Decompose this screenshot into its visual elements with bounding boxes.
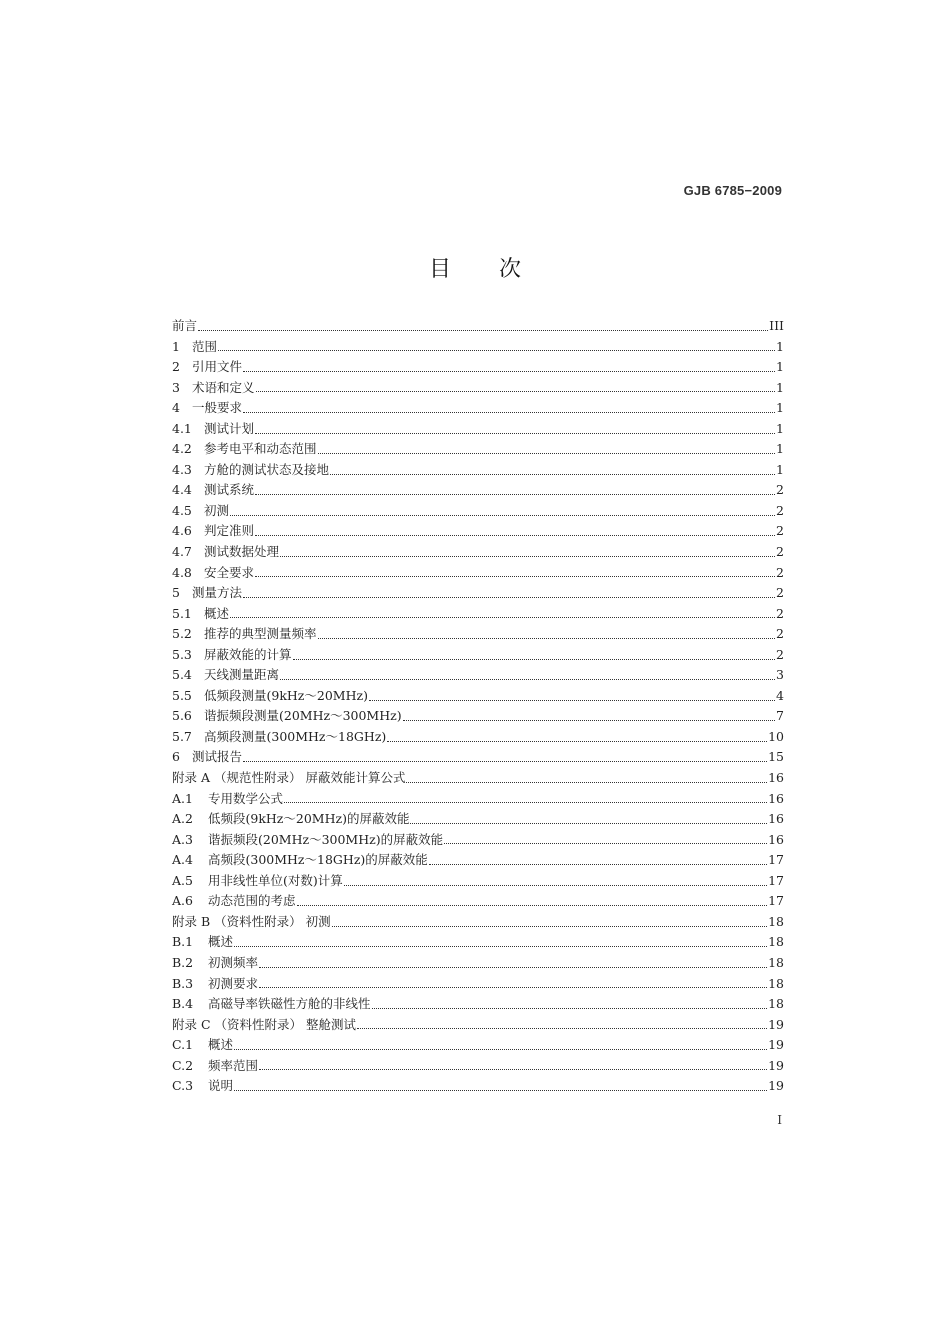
toc-leader-dots	[243, 761, 767, 762]
toc-entry-title: 测试系统	[204, 482, 255, 498]
toc-entry[interactable]	[172, 624, 784, 645]
toc-entry-title: 术语和定义	[192, 379, 255, 395]
toc-leader-dots	[280, 679, 775, 680]
toc-entry[interactable]	[172, 789, 784, 810]
toc-leader-dots	[243, 597, 775, 598]
toc-leader-dots	[406, 782, 767, 783]
toc-entry-page: 2	[776, 646, 784, 662]
toc-leader-dots	[255, 494, 775, 495]
toc-entry[interactable]	[172, 439, 784, 460]
toc-entry-page: 1	[776, 338, 784, 354]
toc-entry-page: 2	[776, 523, 784, 539]
toc-leader-dots	[234, 946, 767, 947]
toc-entry-title: 附录 B （资料性附录） 初测	[172, 913, 331, 929]
toc-entry-title: 屏蔽效能的计算	[204, 646, 292, 662]
toc-entry[interactable]	[172, 850, 784, 871]
toc-entry[interactable]	[172, 932, 784, 953]
toc-entry-page: 17	[768, 852, 784, 868]
toc-entry-number: A.4	[172, 852, 193, 868]
toc-entry-number: 5	[172, 585, 180, 601]
toc-entry-page: 18	[768, 975, 784, 991]
toc-entry-number: 1	[172, 338, 180, 354]
toc-entry[interactable]	[172, 604, 784, 625]
toc-leader-dots	[318, 638, 776, 639]
toc-entry[interactable]	[172, 316, 784, 337]
toc-entry-number: 5.7	[172, 728, 192, 744]
toc-entry-page: 16	[768, 790, 784, 806]
toc-entry-title: 引用文件	[192, 359, 243, 375]
toc-entry-number: 5.4	[172, 667, 192, 683]
toc-leader-dots	[293, 659, 776, 660]
toc-leader-dots	[255, 433, 775, 434]
toc-entry-page: 19	[768, 1057, 784, 1073]
toc-leader-dots	[243, 412, 775, 413]
toc-entry[interactable]	[172, 563, 784, 584]
toc-entry[interactable]	[172, 480, 784, 501]
toc-entry[interactable]	[172, 830, 784, 851]
toc-entry-title: 频率范围	[208, 1057, 259, 1073]
toc-entry[interactable]	[172, 501, 784, 522]
toc-entry-number: B.1	[172, 934, 194, 950]
toc-leader-dots	[403, 720, 775, 721]
toc-entry-page: 19	[768, 1078, 784, 1094]
table-of-contents	[172, 316, 784, 1097]
toc-entry-page: 2	[776, 585, 784, 601]
toc-leader-dots	[330, 474, 775, 475]
toc-leader-dots	[429, 864, 767, 865]
toc-leader-dots	[410, 823, 767, 824]
toc-leader-dots	[230, 515, 775, 516]
toc-entry-title: 参考电平和动态范围	[204, 441, 317, 457]
toc-entry-title: 初测频率	[208, 954, 259, 970]
toc-entry-number: C.1	[172, 1037, 194, 1053]
toc-leader-dots	[444, 843, 767, 844]
toc-entry-page: 1	[776, 461, 784, 477]
toc-entry-page: 1	[776, 359, 784, 375]
toc-leader-dots	[280, 556, 775, 557]
toc-entry-title: 概述	[208, 934, 234, 950]
toc-leader-dots	[344, 885, 767, 886]
toc-leader-dots	[259, 987, 767, 988]
toc-leader-dots	[255, 535, 775, 536]
toc-entry-title: 附录 C （资料性附录） 整舱测试	[172, 1016, 356, 1032]
toc-entry-page: 3	[776, 667, 784, 683]
toc-entry-title: 测试计划	[204, 420, 255, 436]
toc-entry[interactable]	[172, 727, 784, 748]
toc-entry-page: 17	[768, 893, 784, 909]
toc-entry[interactable]	[172, 706, 784, 727]
toc-entry[interactable]	[172, 809, 784, 830]
toc-entry[interactable]	[172, 974, 784, 995]
toc-entry-title: 低频段测量(9kHz～20MHz)	[204, 687, 368, 703]
toc-leader-dots	[256, 391, 776, 392]
toc-entry-number: 4.8	[172, 564, 192, 580]
toc-entry-title: 谐振频段测量(20MHz～300MHz)	[204, 708, 402, 724]
toc-entry-title: 前言	[172, 318, 198, 333]
toc-entry-page: III	[769, 318, 784, 333]
toc-entry-page: 2	[776, 564, 784, 580]
toc-entry[interactable]	[172, 891, 784, 912]
toc-entry[interactable]	[172, 747, 784, 768]
toc-entry-title: 动态范围的考虑	[208, 893, 296, 909]
toc-leader-dots	[198, 330, 768, 331]
toc-entry-title: 谐振频段(20MHz～300MHz)的屏蔽效能	[208, 831, 444, 847]
toc-entry-number: 4.6	[172, 523, 192, 539]
toc-entry-title: 测试报告	[192, 749, 243, 765]
toc-entry[interactable]	[172, 542, 784, 563]
toc-entry-number: 5.5	[172, 687, 192, 703]
toc-entry[interactable]	[172, 1015, 784, 1036]
toc-entry-number: C.3	[172, 1078, 194, 1094]
toc-entry-title: 天线测量距离	[204, 667, 280, 683]
toc-entry-page: 15	[768, 749, 784, 765]
toc-entry-number: 4.4	[172, 482, 192, 498]
toc-entry-title: 概述	[208, 1037, 234, 1053]
toc-entry[interactable]	[172, 1035, 784, 1056]
toc-entry[interactable]	[172, 521, 784, 542]
toc-leader-dots	[230, 617, 775, 618]
toc-entry[interactable]	[172, 912, 784, 933]
toc-entry-title: 测量方法	[192, 585, 243, 601]
toc-entry-number: 5.3	[172, 646, 192, 662]
toc-leader-dots	[387, 741, 767, 742]
toc-entry-title: 一般要求	[192, 400, 243, 416]
toc-leader-dots	[243, 371, 775, 372]
toc-entry-page: 16	[768, 811, 784, 827]
toc-entry-page: 7	[776, 708, 784, 724]
toc-entry-page: 1	[776, 420, 784, 436]
toc-leader-dots	[369, 700, 775, 701]
toc-entry[interactable]	[172, 665, 784, 686]
toc-entry[interactable]	[172, 768, 784, 789]
toc-leader-dots	[318, 453, 776, 454]
toc-entry[interactable]	[172, 871, 784, 892]
toc-entry-title: 初测	[204, 502, 230, 518]
page-number: I	[777, 1113, 782, 1127]
toc-entry-page: 19	[768, 1037, 784, 1053]
toc-entry-title: 范围	[192, 338, 218, 354]
toc-entry-page: 18	[768, 996, 784, 1012]
toc-entry-page: 1	[776, 400, 784, 416]
toc-entry-title: 方舱的测试状态及接地	[204, 461, 330, 477]
toc-entry[interactable]	[172, 1056, 784, 1077]
toc-entry-title: 高磁导率铁磁性方舱的非线性	[208, 996, 371, 1012]
toc-entry-page: 19	[768, 1016, 784, 1032]
toc-leader-dots	[234, 1090, 767, 1091]
toc-entry-number: 5.6	[172, 708, 192, 724]
toc-entry[interactable]	[172, 645, 784, 666]
toc-entry-page: 18	[768, 954, 784, 970]
title-char-1: 目	[428, 257, 451, 282]
toc-entry-title: 测试数据处理	[204, 544, 280, 560]
toc-leader-dots	[372, 1008, 768, 1009]
toc-entry-number: B.3	[172, 975, 194, 991]
toc-entry[interactable]	[172, 357, 784, 378]
toc-entry-number: B.2	[172, 954, 194, 970]
toc-entry-number: 3	[172, 379, 180, 395]
toc-entry-page: 18	[768, 913, 784, 929]
toc-entry[interactable]	[172, 337, 784, 358]
toc-entry-title: 推荐的典型测量频率	[204, 626, 317, 642]
toc-entry-page: 16	[768, 770, 784, 786]
toc-entry-number: B.4	[172, 996, 194, 1012]
toc-entry-number: 4.7	[172, 544, 192, 560]
document-code: GJB 6785−2009	[683, 183, 782, 198]
toc-entry-page: 2	[776, 502, 784, 518]
toc-entry[interactable]	[172, 953, 784, 974]
toc-leader-dots	[297, 905, 768, 906]
toc-entry-number: 2	[172, 359, 180, 375]
toc-entry[interactable]	[172, 994, 784, 1015]
toc-entry[interactable]	[172, 1076, 784, 1097]
toc-entry-page: 16	[768, 831, 784, 847]
toc-entry-title: 用非线性单位(对数)计算	[208, 872, 343, 888]
toc-entry-number: 4.3	[172, 461, 192, 477]
toc-entry-number: C.2	[172, 1057, 194, 1073]
toc-entry-number: 5.2	[172, 626, 192, 642]
toc-entry-title: 高频段(300MHz～18GHz)的屏蔽效能	[208, 852, 428, 868]
toc-entry-page: 2	[776, 482, 784, 498]
toc-entry-title: 说明	[208, 1078, 234, 1094]
toc-entry-page: 10	[768, 728, 784, 744]
toc-entry-title: 高频段测量(300MHz～18GHz)	[204, 728, 387, 744]
toc-entry-number: 5.1	[172, 605, 192, 621]
toc-entry-title: 概述	[204, 605, 230, 621]
toc-leader-dots	[218, 350, 775, 351]
toc-entry-number: 6	[172, 749, 180, 765]
toc-entry[interactable]	[172, 583, 784, 604]
toc-entry-page: 18	[768, 934, 784, 950]
toc-leader-dots	[332, 926, 767, 927]
toc-entry-title: 判定准则	[204, 523, 255, 539]
toc-entry-title: 安全要求	[204, 564, 255, 580]
toc-leader-dots	[259, 967, 767, 968]
toc-entry-title: 附录 A （规范性附录） 屏蔽效能计算公式	[172, 770, 406, 786]
toc-entry-number: A.2	[172, 811, 193, 827]
toc-entry[interactable]	[172, 460, 784, 481]
toc-entry-page: 2	[776, 626, 784, 642]
page-title	[0, 252, 950, 283]
toc-entry-page: 2	[776, 605, 784, 621]
toc-entry-page: 17	[768, 872, 784, 888]
toc-entry-title: 低频段(9kHz～20MHz)的屏蔽效能	[208, 811, 410, 827]
toc-entry-number: 4	[172, 400, 180, 416]
toc-entry-page: 1	[776, 379, 784, 395]
toc-leader-dots	[234, 1049, 767, 1050]
toc-entry[interactable]	[172, 378, 784, 399]
toc-leader-dots	[255, 576, 775, 577]
title-char-2: 次	[499, 257, 522, 282]
toc-leader-dots	[259, 1069, 767, 1070]
toc-entry-number: 4.2	[172, 441, 192, 457]
toc-entry-number: A.3	[172, 831, 193, 847]
toc-entry-page: 2	[776, 544, 784, 560]
toc-entry[interactable]	[172, 686, 784, 707]
toc-entry-title: 专用数学公式	[208, 790, 284, 806]
toc-entry-page: 1	[776, 441, 784, 457]
toc-entry-number: 4.5	[172, 502, 192, 518]
toc-entry[interactable]	[172, 419, 784, 440]
toc-entry-title: 初测要求	[208, 975, 259, 991]
toc-entry-number: A.5	[172, 872, 193, 888]
toc-entry-number: A.1	[172, 790, 193, 806]
toc-entry-number: A.6	[172, 893, 193, 909]
toc-entry-number: 4.1	[172, 420, 192, 436]
toc-leader-dots	[357, 1028, 767, 1029]
toc-leader-dots	[284, 802, 767, 803]
toc-entry-page: 4	[776, 687, 784, 703]
toc-entry[interactable]	[172, 398, 784, 419]
